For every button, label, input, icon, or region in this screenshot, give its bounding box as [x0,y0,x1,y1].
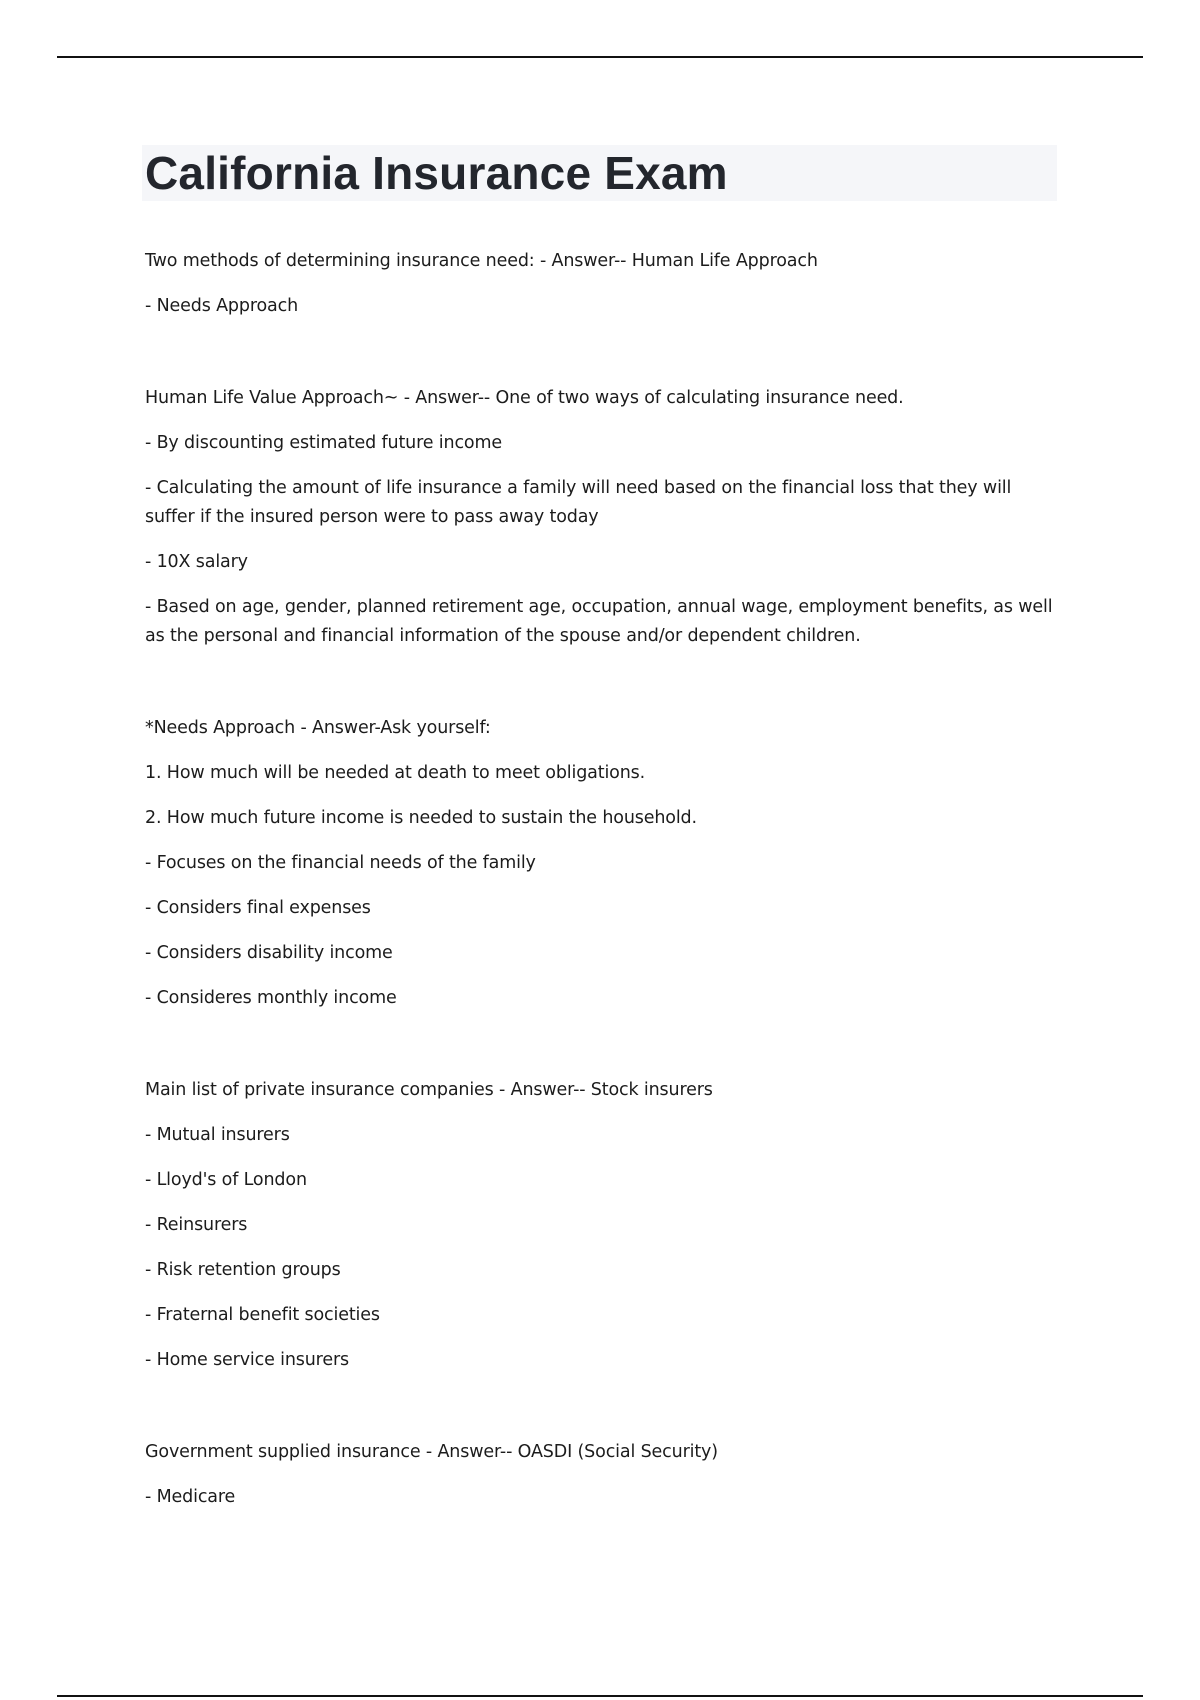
qa-answer-line: - By discounting estimated future income [145,433,503,453]
qa-question-line: Two methods of determining insurance need: - Answer-- Human Life Approach [145,251,818,271]
bottom-divider [57,1695,1143,1697]
qa-list [145,247,1060,1512]
qa-answer-line: - Considers disability income [145,943,393,963]
document-body [145,145,1060,1575]
qa-answer-line: - Fraternal benefit societies [145,1305,380,1325]
qa-question-line: Government supplied insurance - Answer-- OASDI (Social Security) [145,1442,718,1462]
page-title: California Insurance Exam [145,147,728,199]
qa-answer-line: - Focuses on the financial needs of the family [145,853,536,873]
qa-answer-line: - Calculating the amount of life insurance a family will need based on the financial loss that they will suffer if the insured person were to pass away today [145,478,1012,527]
qa-question-line: Human Life Value Approach~ - Answer-- One of two ways of calculating insurance need. [145,388,904,408]
qa-answer-line: - Considers final expenses [145,898,371,918]
qa-entry [145,247,1060,321]
top-divider [57,56,1143,58]
qa-answer-line: - Home service insurers [145,1350,349,1370]
qa-entry [145,1076,1060,1375]
qa-entry [145,714,1060,1013]
qa-answer-line: - Needs Approach [145,296,299,316]
qa-answer-line: - Risk retention groups [145,1260,341,1280]
title-band [142,145,1057,201]
qa-answer-line: - 10X salary [145,552,248,572]
qa-entry [145,384,1060,651]
qa-answer-line: 1. How much will be needed at death to meet obligations. [145,763,646,783]
qa-answer-line: 2. How much future income is needed to sustain the household. [145,808,697,828]
qa-answer-line: - Reinsurers [145,1215,248,1235]
qa-answer-line: - Mutual insurers [145,1125,290,1145]
qa-answer-line: - Based on age, gender, planned retirement age, occupation, annual wage, employment benefits, as well as the personal and financial information of the spouse and/or dependent children. [145,597,1053,646]
qa-answer-line: - Lloyd's of London [145,1170,307,1190]
qa-question-line: *Needs Approach - Answer-Ask yourself: [145,718,491,738]
qa-entry [145,1438,1060,1512]
qa-answer-line: - Medicare [145,1487,236,1507]
qa-answer-line: - Consideres monthly income [145,988,397,1008]
qa-question-line: Main list of private insurance companies - Answer-- Stock insurers [145,1080,713,1100]
